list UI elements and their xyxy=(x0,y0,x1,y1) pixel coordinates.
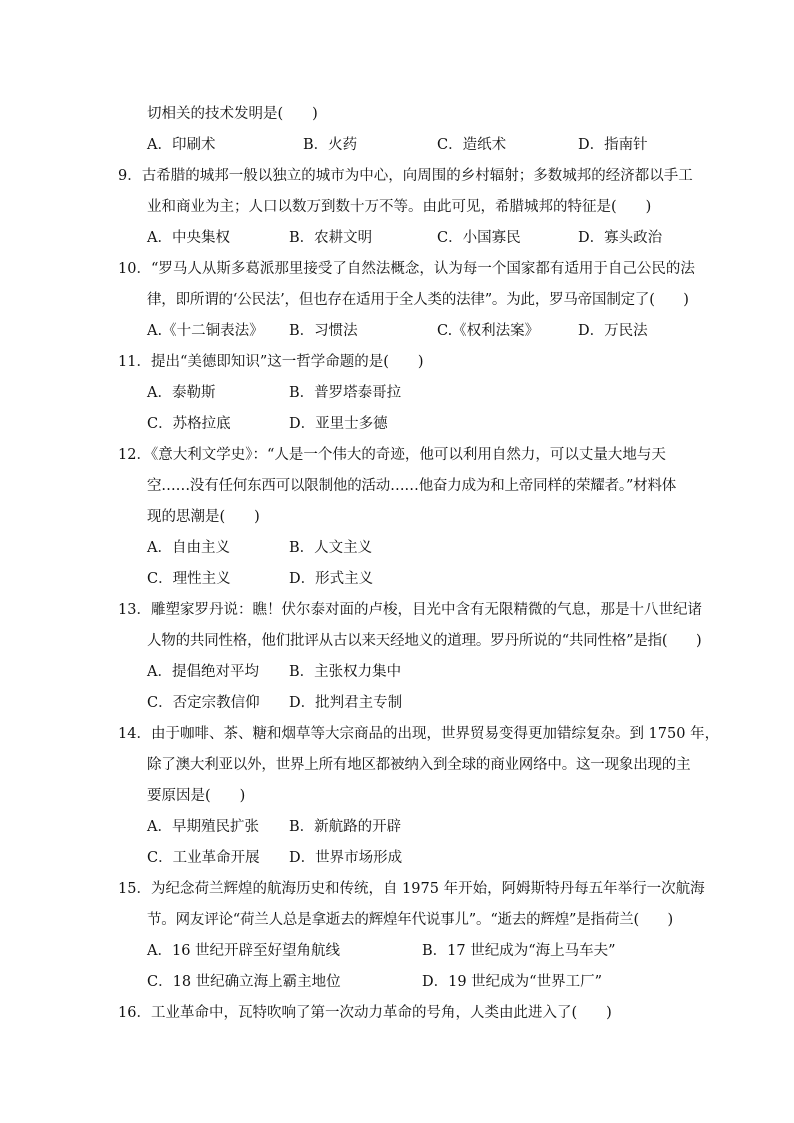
option-d: D．寡头政治 xyxy=(578,230,663,246)
question-stem-line: 古希腊的城邦一般以独立的城市为中心，向周围的乡村辐射；多数城邦的经济都以手工 xyxy=(141,168,693,184)
question-stem-line: 要原因是( ) xyxy=(147,788,246,804)
option-d: D．批判君主专制 xyxy=(289,695,403,711)
question-stem-line: 律，即所谓的‘公民法’，但也存在适用于全人类的法律”。为此，罗马帝国制定了( ) xyxy=(147,292,689,308)
option-d: D．亚里士多德 xyxy=(289,416,388,432)
option-c: C．造纸术 xyxy=(437,137,507,153)
option-c: C．工业革命开展 xyxy=(147,850,260,866)
question-number: 14． xyxy=(118,726,151,742)
option-c: C．苏格拉底 xyxy=(147,416,231,432)
option-a: A．早期殖民扩张 xyxy=(147,819,259,835)
option-c: C．18 世纪确立海上霸主地位 xyxy=(147,974,341,990)
question-12 xyxy=(118,445,666,465)
question-stem-line: 节。网友评论“荷兰人总是拿逝去的辉煌年代说事儿”。“逝去的辉煌”是指荷兰( ) xyxy=(147,912,673,928)
question-number: 9． xyxy=(118,168,142,184)
question-14 xyxy=(118,724,719,744)
option-c: C.《权利法案》 xyxy=(437,323,540,339)
question-number: 15． xyxy=(118,881,151,897)
option-b: B．普罗塔泰哥拉 xyxy=(289,385,402,401)
question-stem-line: 业和商业为主；人口以数万到数十万不等。由此可见，希腊城邦的特征是( ) xyxy=(147,199,652,215)
option-b: B．火药 xyxy=(303,137,358,153)
question-11 xyxy=(118,352,424,372)
option-a: A.《十二铜表法》 xyxy=(147,323,264,339)
question-stem-line: “罗马人从斯多葛派那里接受了自然法概念，认为每一个国家都有适用于自己公民的法 xyxy=(150,261,695,277)
option-b: B．农耕文明 xyxy=(289,230,373,246)
question-stem-line: 切相关的技术发明是( ) xyxy=(147,106,318,122)
question-15 xyxy=(118,879,705,899)
option-d: D．世界市场形成 xyxy=(289,850,403,866)
question-stem-line: 由于咖啡、茶、糖和烟草等大宗商品的出现，世界贸易变得更加错综复杂。到 1750 年， xyxy=(150,726,720,742)
question-13 xyxy=(118,600,702,620)
option-c: C．否定宗教信仰 xyxy=(147,695,260,711)
question-number: 16． xyxy=(118,1005,151,1021)
option-d: D．万民法 xyxy=(578,323,648,339)
question-number: 10． xyxy=(118,261,151,277)
question-stem-line: 雕塑家罗丹说：瞧！伏尔泰对面的卢梭，目光中含有无限精微的气息，那是十八世纪诸 xyxy=(150,602,702,618)
question-number: 11． xyxy=(118,354,151,370)
option-a: A．16 世纪开辟至好望角航线 xyxy=(147,943,341,959)
question-stem-line: 《意大利文学史》：“人是一个伟大的奇迹，他可以利用自然力，可以丈量大地与天 xyxy=(150,447,666,463)
option-c: C．小国寡民 xyxy=(437,230,521,246)
option-c: C．理性主义 xyxy=(147,571,231,587)
option-a: A．自由主义 xyxy=(147,540,230,556)
question-stem-line: 现的思潮是( ) xyxy=(147,509,260,525)
question-stem-line: 提出“美德即知识”这一哲学命题的是( ) xyxy=(150,354,424,370)
option-a: A．提倡绝对平均 xyxy=(147,664,259,680)
question-stem-line: 为纪念荷兰辉煌的航海历史和传统，自 1975 年开始，阿姆斯特丹每五年举行一次航海 xyxy=(150,881,705,897)
question-stem-line: 空……没有任何东西可以限制他的活动……他奋力成为和上帝同样的荣耀者。”材料体 xyxy=(147,478,677,494)
option-a: A．印刷术 xyxy=(147,137,216,153)
option-b: B．17 世纪成为“海上马车夫” xyxy=(422,943,616,959)
option-a: A．中央集权 xyxy=(147,230,230,246)
option-a: A．泰勒斯 xyxy=(147,385,216,401)
option-d: D．指南针 xyxy=(578,137,648,153)
question-number: 12． xyxy=(118,447,151,463)
question-9 xyxy=(118,166,693,186)
question-number: 13． xyxy=(118,602,151,618)
question-stem-line: 除了澳大利亚以外，世界上所有地区都被纳入到全球的商业网络中。这一现象出现的主 xyxy=(147,757,691,773)
option-d: D．形式主义 xyxy=(289,571,374,587)
option-b: B．主张权力集中 xyxy=(289,664,402,680)
option-b: B．新航路的开辟 xyxy=(289,819,402,835)
question-16 xyxy=(118,1003,612,1023)
question-stem-line: 工业革命中，瓦特吹响了第一次动力革命的号角，人类由此进入了( ) xyxy=(150,1005,612,1021)
option-b: B．习惯法 xyxy=(289,323,358,339)
option-d: D．19 世纪成为“世界工厂” xyxy=(422,974,603,990)
option-b: B．人文主义 xyxy=(289,540,373,556)
question-stem-line: 人物的共同性格，他们批评从古以来天经地义的道理。罗丹所说的“共同性格”是指( ) xyxy=(147,633,702,649)
question-10 xyxy=(118,259,695,279)
